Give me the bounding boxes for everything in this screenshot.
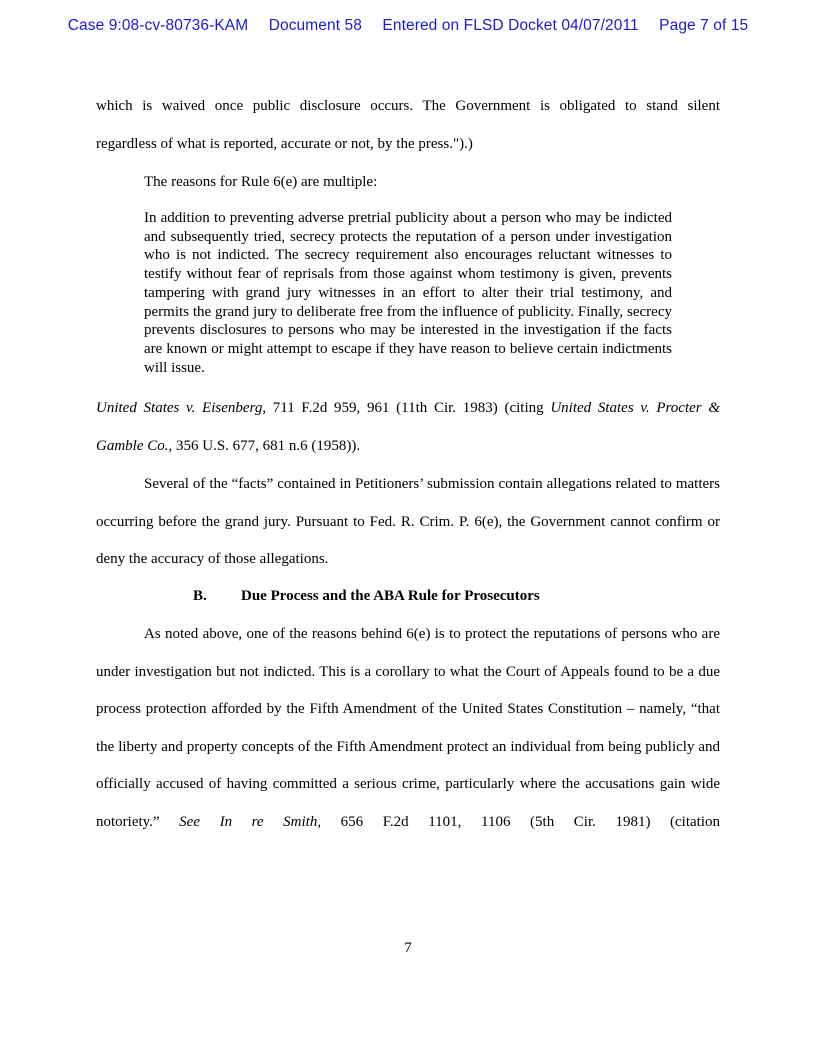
rule-reasons-intro: The reasons for Rule 6(e) are multiple: [144, 174, 378, 190]
case-number: Case 9:08-cv-80736-KAM [67, 17, 249, 34]
case-name: United States v. Procter & Gamble Co. [96, 400, 720, 454]
citation-paragraph [96, 390, 720, 465]
page-number: 7 [404, 940, 412, 956]
paragraph-intro [96, 172, 720, 192]
paragraph-line: regardless of what is reported, accurate or not, by the press.").) [96, 135, 473, 152]
paragraph-text-part: As noted above, one of the reasons behind 6(e) is to protect the reputations of persons who are under investigation but not indicted. This is a corollary to what the Court of Appeals found to be a due process protection afforded by the Fifth Amendment of the United States Constitution – namely, “that the liberty and property concepts of the Fifth Amendment protect an individual from being publicly and officially accused of having committed a serious crime, particularly where the accusations gain wide notoriety.” [96, 626, 720, 830]
paragraph-continuation [96, 96, 720, 154]
case-name: See In re Smith [179, 813, 318, 830]
document-number: Document 58 [268, 17, 362, 34]
docket-header [0, 17, 816, 35]
section-title: Due Process and the ABA Rule for Prosecutors [241, 588, 540, 604]
paragraph-line: which is waived once public disclosure occurs. The Government is obligated to stand silent [96, 98, 720, 114]
docket-entry-date: Entered on FLSD Docket 04/07/2011 [382, 17, 639, 34]
paragraph-text: Several of the “facts” contained in Petitioners’ submission contain allegations related to matters occurring before the grand jury. Pursuant to Fed. R. Crim. P. 6(e), the Government cannot confirm or deny the accuracy of those allegations. [96, 476, 720, 567]
block-quote: In addition to preventing adverse pretrial publicity about a person who may be indicted and subsequently tried, secrecy protects the reputation of a person under investigation who is not indicted. The secrecy requirement also encourages reluctant witnesses to testify without fear of reprisals from those against whom testimony is given, prevents tampering with grand jury witnesses in an effort to alter their trial testimony, and permits the grand jury to deliberate free from the influence of publicity. Finally, secrecy prevents disclosures to persons who may be interested in the investigation if the facts are known or might attempt to escape if they have reason to believe certain indictments will issue. [144, 210, 672, 376]
paragraph-text [96, 616, 720, 841]
due-process-paragraph [96, 616, 720, 841]
case-name: United States v. Eisenberg [96, 400, 263, 416]
citation-text: , 356 U.S. 677, 681 n.6 (1958)). [168, 437, 361, 454]
grand-jury-paragraph [96, 466, 720, 579]
section-heading [193, 586, 540, 606]
paragraph-text-part: , 656 F.2d 1101, 1106 (5th Cir. 1981) (citation [317, 813, 720, 830]
section-letter: B. [193, 588, 207, 604]
page-count: Page 7 of 15 [659, 17, 749, 34]
citation-text: , 711 F.2d 959, 961 (11th Cir. 1983) (citing [262, 400, 551, 416]
